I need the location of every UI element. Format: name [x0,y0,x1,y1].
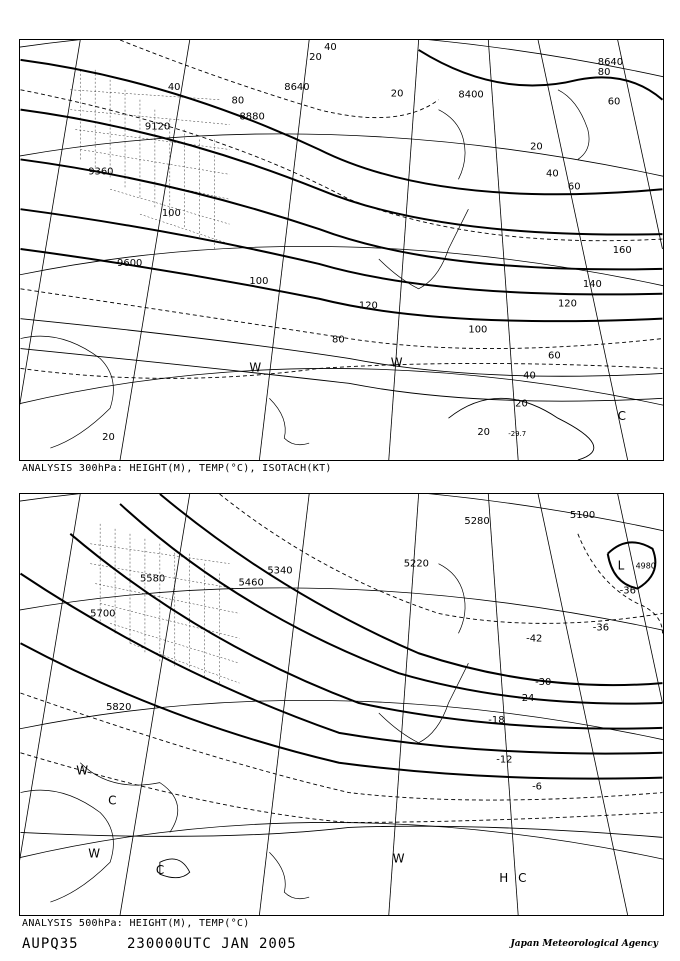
isotach-label: 20 [309,51,322,63]
isotach-label: 20 [390,88,404,100]
isotach-label: 20 [530,141,543,153]
cold-center-symbol: C [617,409,627,424]
height-label: 5280 [464,515,490,527]
isotach-label: 60 [607,96,621,108]
cold-center-symbol: C [108,793,117,808]
height-label: 5100 [569,509,596,521]
isotach-label: 100 [161,208,181,220]
height-label: 4980 [635,561,656,571]
temperature-label: -42 [526,633,543,645]
temperature-label: -36 [592,622,610,634]
low-center-symbol: L [617,558,625,573]
temperature-contours [21,40,663,378]
height-label: 5220 [403,558,430,570]
chart-code: AUPQ35 [22,936,79,952]
temperature-label: -30 [535,677,552,689]
height-label: 5580 [139,573,166,585]
high-center-symbol: H [499,871,509,886]
temperature-label: -29.7 [508,430,527,439]
isotach-label: 20 [477,427,491,439]
height-label: 5820 [106,701,132,713]
height-label: 8880 [239,111,265,123]
isotach-labels [102,42,632,443]
warm-center-symbol: W [249,360,262,375]
temperature-label: -18 [488,714,505,726]
graticule [20,40,663,460]
isotach-label: 20 [515,398,528,410]
isotach-label: 40 [167,81,181,93]
isotach-label: 100 [249,275,269,287]
height-label: 5460 [238,577,264,589]
temperature-label: -6 [532,781,543,793]
caption-500hpa: ANALYSIS 500hPa: HEIGHT(M), TEMP(°C) [22,918,250,929]
temperature-label: -12 [496,754,513,766]
agency-name: Japan Meteorological Agency [510,939,658,949]
isotach-label: 120 [557,298,577,310]
isotach-label: 40 [324,41,337,53]
jet-hatch [70,70,229,249]
warm-center-symbol: W [392,851,405,866]
temperature-label: -36 [619,585,636,597]
height-label: 8400 [458,89,484,101]
height-label: 5700 [90,608,116,620]
temperature-labels [508,430,526,438]
isotach-label: 60 [567,181,581,193]
map-500hpa-drawing [20,494,663,915]
warm-center-symbol: W [390,355,403,370]
height-contours [21,494,663,779]
height-label: 8640 [597,56,624,68]
thin-contours [21,826,663,878]
caption-300hpa: ANALYSIS 300hPa: HEIGHT(M), TEMP(°C), ISOTACH(KT) [22,463,332,474]
isotach-label: 80 [231,95,245,107]
isotach-label: 80 [332,334,345,346]
height-label: 9360 [88,166,114,178]
temperature-label: -24 [518,693,535,705]
warm-center-symbol: W [76,763,89,778]
cold-center-symbol: C [518,871,527,886]
temperature-contours [21,494,663,822]
isotach-label: 20 [102,432,115,444]
temperature-labels [488,586,636,793]
analysis-datetime: 230000UTC JAN 2005 [127,936,297,952]
height-contours [21,50,663,321]
isotach-label: 40 [546,168,559,180]
isotach-label: 140 [582,278,602,290]
isotach-label: 120 [358,300,378,312]
height-label: 5340 [267,565,293,577]
map-panel-300hpa [19,39,664,461]
isotach-label: 80 [597,66,611,78]
map-300hpa-drawing [20,40,663,460]
isotach-label: 60 [548,350,561,362]
height-label: 8640 [284,81,310,93]
isotach-label: 160 [612,244,632,256]
warm-center-symbol: W [88,846,101,861]
isotach-label: 100 [468,324,488,336]
isotach-label: 40 [523,370,536,382]
cold-center-symbol: C [155,863,165,878]
height-label: 9600 [117,257,143,269]
height-label: 9120 [144,121,171,133]
map-panel-500hpa [19,493,664,916]
pressure-centers [249,355,626,423]
